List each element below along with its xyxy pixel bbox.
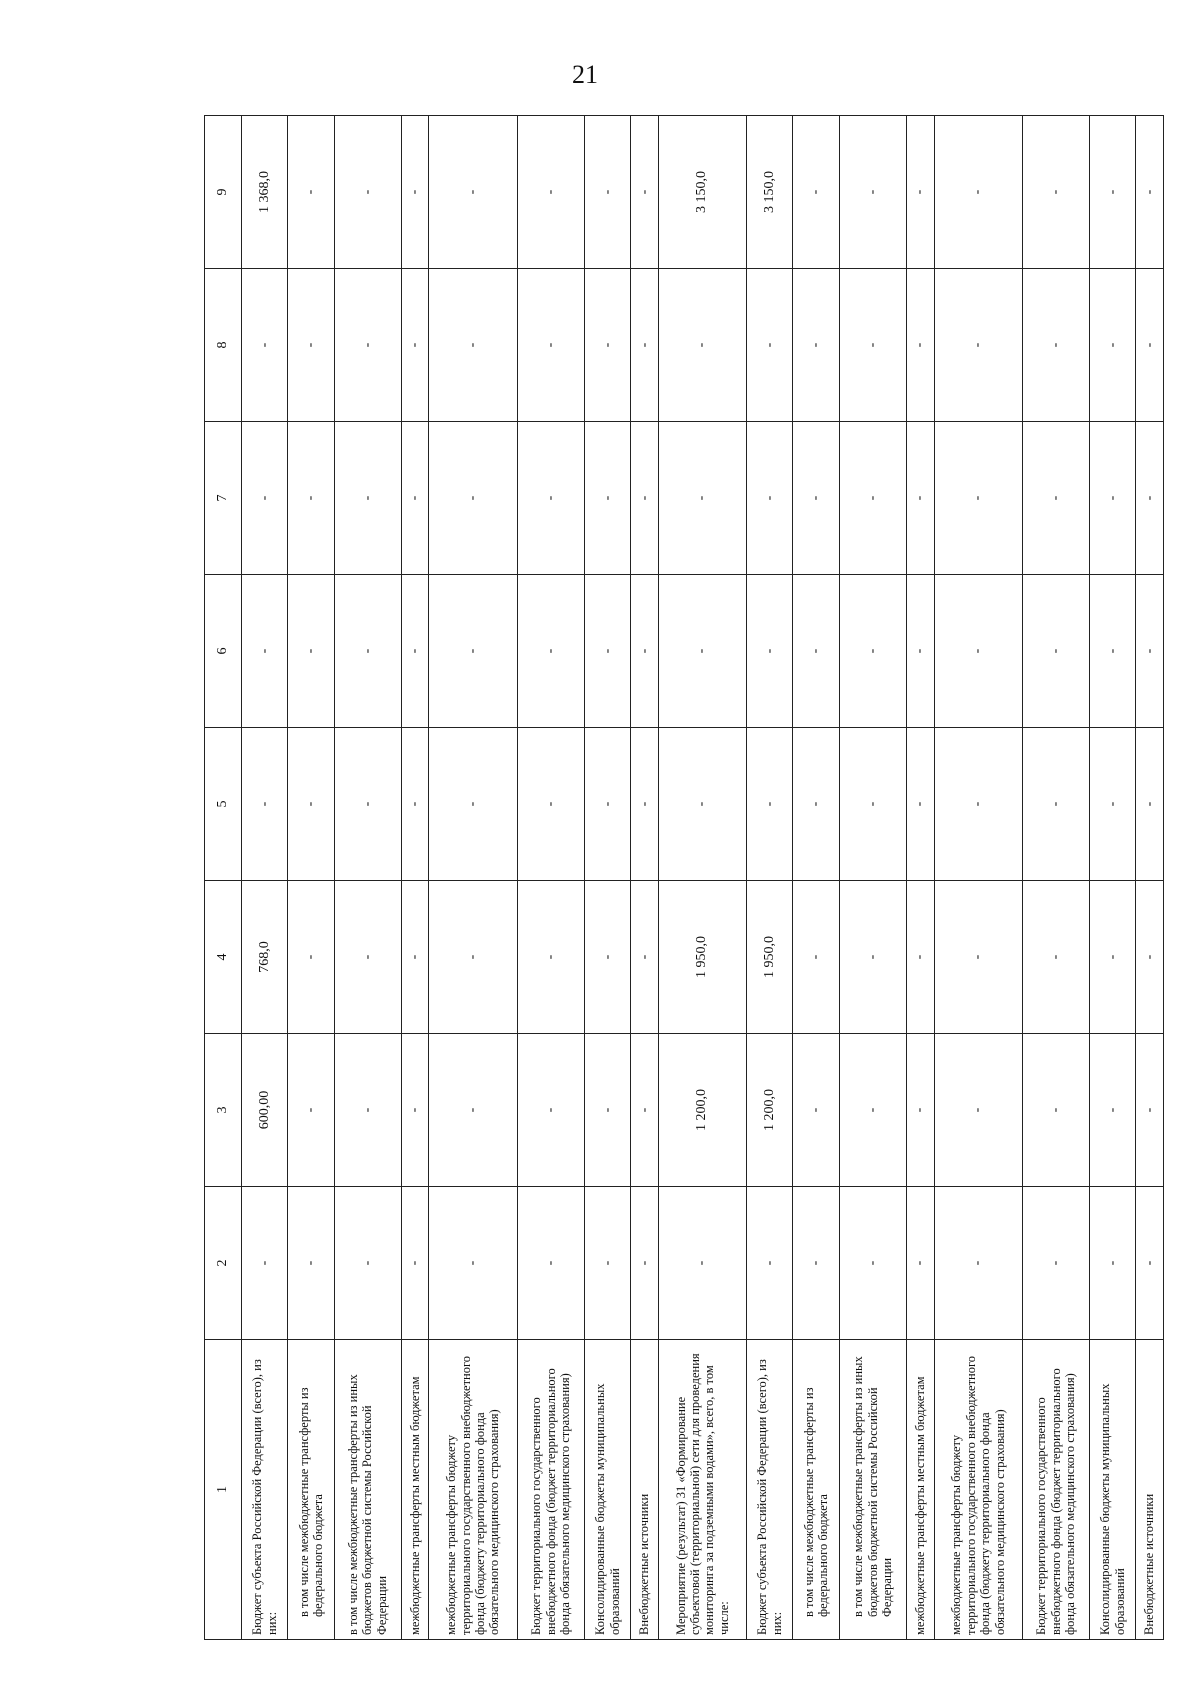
row-label: межбюджетные трансферты бюджету территориального государственного внебюджетного фонда (бюджету территориального фонда обязательного медицинского страхования) [934,1340,1022,1640]
value-cell: - [1136,269,1164,422]
table-row [631,116,659,1640]
value-cell: - [1136,881,1164,1034]
value-cell: - [793,422,839,575]
value-cell: - [517,575,584,728]
value-cell: - [288,269,334,422]
row-label: Бюджет территориального государственного внебюджетного фонда (бюджет территориального фонда обязательного медицинского страхования) [1022,1340,1089,1640]
value-cell: - [429,881,517,1034]
value-cell: - [631,116,659,269]
table-row [1136,116,1164,1640]
value-cell: - [1136,575,1164,728]
value-cell: - [631,422,659,575]
value-cell: - [288,881,334,1034]
column-header: 2 [205,1187,242,1340]
table-body [242,116,1164,1640]
value-cell: - [934,422,1022,575]
value-cell: - [401,881,429,1034]
value-cell: - [334,1187,401,1340]
value-cell: 1 200,0 [658,1034,746,1187]
value-cell: - [1089,881,1135,1034]
value-cell: - [584,1034,630,1187]
value-cell: - [242,1187,288,1340]
budget-table [204,115,1164,1640]
table-row [288,116,334,1640]
value-cell: - [517,116,584,269]
table-row [793,116,839,1640]
value-cell: - [517,728,584,881]
value-cell: - [334,881,401,1034]
value-cell: - [658,422,746,575]
value-cell: - [906,269,934,422]
value-cell: - [584,116,630,269]
row-label: межбюджетные трансферты местным бюджетам [906,1340,934,1640]
page-number: 21 [572,60,598,89]
value-cell: - [631,575,659,728]
value-cell: - [658,1187,746,1340]
value-cell: - [334,422,401,575]
value-cell: - [401,1187,429,1340]
table-row [934,116,1022,1640]
value-cell: - [401,575,429,728]
value-cell: - [288,422,334,575]
row-label: в том числе межбюджетные трансферты из иных бюджетов бюджетной системы Российской Федерации [839,1340,906,1640]
value-cell: - [793,1187,839,1340]
value-cell: - [1089,116,1135,269]
value-cell: - [1022,269,1089,422]
value-cell: - [288,1034,334,1187]
value-cell: - [1022,1034,1089,1187]
value-cell: - [1136,1034,1164,1187]
value-cell: - [793,881,839,1034]
row-label: Мероприятие (результат) 31 «Формирование субъектовой (территориальной) сети для проведения мониторинга за подземными водами», всего, в том числе: [658,1340,746,1640]
value-cell: - [793,728,839,881]
table-row [517,116,584,1640]
column-header: 4 [205,881,242,1034]
table-row [1022,116,1089,1640]
value-cell: - [658,728,746,881]
value-cell: - [1022,575,1089,728]
value-cell: - [288,116,334,269]
value-cell: - [334,116,401,269]
row-label: межбюджетные трансферты местным бюджетам [401,1340,429,1640]
value-cell: - [242,269,288,422]
row-label: межбюджетные трансферты бюджету территориального государственного внебюджетного фонда (бюджету территориального фонда обязательного медицинского страхования) [429,1340,517,1640]
table-row [839,116,906,1640]
value-cell: - [1089,1187,1135,1340]
table-row [906,116,934,1640]
column-header: 7 [205,422,242,575]
value-cell: - [839,881,906,1034]
value-cell: - [1089,269,1135,422]
value-cell: - [631,881,659,1034]
value-cell: - [288,1187,334,1340]
value-cell: 768,0 [242,881,288,1034]
value-cell: - [839,1187,906,1340]
value-cell: - [747,575,793,728]
table-row [584,116,630,1640]
value-cell: - [288,575,334,728]
column-header: 9 [205,116,242,269]
table-header-row [205,116,242,1640]
value-cell: - [934,881,1022,1034]
row-label: в том числе межбюджетные трансферты из иных бюджетов бюджетной системы Российской Федерации [334,1340,401,1640]
table-row [334,116,401,1640]
value-cell: - [1022,1187,1089,1340]
value-cell: - [584,575,630,728]
rotated-table-frame [204,116,1164,1640]
table-row [747,116,793,1640]
value-cell: - [401,422,429,575]
value-cell: - [631,1187,659,1340]
value-cell: - [906,116,934,269]
value-cell: - [1136,728,1164,881]
value-cell: - [658,269,746,422]
value-cell: - [1136,422,1164,575]
value-cell: 3 150,0 [658,116,746,269]
value-cell: - [906,575,934,728]
value-cell: - [906,422,934,575]
value-cell: - [517,422,584,575]
value-cell: - [793,575,839,728]
value-cell: - [429,1034,517,1187]
value-cell: - [793,269,839,422]
value-cell: - [517,1187,584,1340]
row-label: Бюджет субъекта Российской Федерации (всего), из них: [747,1340,793,1640]
value-cell: - [906,1187,934,1340]
column-header: 6 [205,575,242,728]
row-label: Внебюджетные источники [1136,1340,1164,1640]
row-label: Бюджет субъекта Российской Федерации (всего), из них: [242,1340,288,1640]
value-cell: - [242,728,288,881]
value-cell: - [658,575,746,728]
value-cell: - [401,269,429,422]
value-cell: - [242,422,288,575]
value-cell: - [747,269,793,422]
column-header: 5 [205,728,242,881]
value-cell: - [906,1034,934,1187]
value-cell: 600,00 [242,1034,288,1187]
value-cell: - [631,728,659,881]
value-cell: - [747,1187,793,1340]
value-cell: - [1022,422,1089,575]
value-cell: - [429,116,517,269]
value-cell: - [793,1034,839,1187]
value-cell: - [1022,728,1089,881]
value-cell: 1 200,0 [747,1034,793,1187]
value-cell: - [1022,881,1089,1034]
value-cell: - [429,269,517,422]
value-cell: - [839,269,906,422]
value-cell: - [934,116,1022,269]
value-cell: 1 950,0 [747,881,793,1034]
value-cell: - [906,728,934,881]
value-cell: - [429,728,517,881]
value-cell: - [839,1034,906,1187]
value-cell: - [934,269,1022,422]
value-cell: - [584,728,630,881]
value-cell: - [429,1187,517,1340]
value-cell: - [934,1034,1022,1187]
value-cell: - [1089,422,1135,575]
value-cell: - [429,422,517,575]
value-cell: - [1089,575,1135,728]
value-cell: - [401,116,429,269]
value-cell: - [934,728,1022,881]
value-cell: - [839,728,906,881]
value-cell: - [517,881,584,1034]
value-cell: 1 950,0 [658,881,746,1034]
table-row [242,116,288,1640]
value-cell: - [1136,1187,1164,1340]
row-label: Бюджет территориального государственного внебюджетного фонда (бюджет территориального фонда обязательного медицинского страхования) [517,1340,584,1640]
column-header: 8 [205,269,242,422]
rotated-table-area [204,116,1164,1640]
value-cell: - [334,728,401,881]
value-cell: - [334,575,401,728]
value-cell: 3 150,0 [747,116,793,269]
table-row [1089,116,1135,1640]
value-cell: - [517,1034,584,1187]
value-cell: - [631,269,659,422]
row-label: Консолидированные бюджеты муниципальных образований [1089,1340,1135,1640]
value-cell: 1 368,0 [242,116,288,269]
table-row [401,116,429,1640]
column-header: 1 [205,1340,242,1640]
value-cell: - [1089,1034,1135,1187]
value-cell: - [288,728,334,881]
value-cell: - [1089,728,1135,881]
value-cell: - [1136,116,1164,269]
value-cell: - [242,575,288,728]
value-cell: - [584,269,630,422]
value-cell: - [906,881,934,1034]
value-cell: - [401,1034,429,1187]
column-header: 3 [205,1034,242,1187]
value-cell: - [517,269,584,422]
table-row [658,116,746,1640]
value-cell: - [334,1034,401,1187]
value-cell: - [747,728,793,881]
value-cell: - [401,728,429,881]
value-cell: - [584,422,630,575]
value-cell: - [934,1187,1022,1340]
value-cell: - [793,116,839,269]
table-row [429,116,517,1640]
value-cell: - [429,575,517,728]
value-cell: - [747,422,793,575]
row-label: в том числе межбюджетные трансферты из федерального бюджета [793,1340,839,1640]
row-label: Внебюджетные источники [631,1340,659,1640]
row-label: Консолидированные бюджеты муниципальных образований [584,1340,630,1640]
value-cell: - [839,422,906,575]
row-label: в том числе межбюджетные трансферты из федерального бюджета [288,1340,334,1640]
value-cell: - [584,1187,630,1340]
value-cell: - [584,881,630,1034]
value-cell: - [839,575,906,728]
value-cell: - [934,575,1022,728]
value-cell: - [1022,116,1089,269]
value-cell: - [631,1034,659,1187]
value-cell: - [839,116,906,269]
value-cell: - [334,269,401,422]
